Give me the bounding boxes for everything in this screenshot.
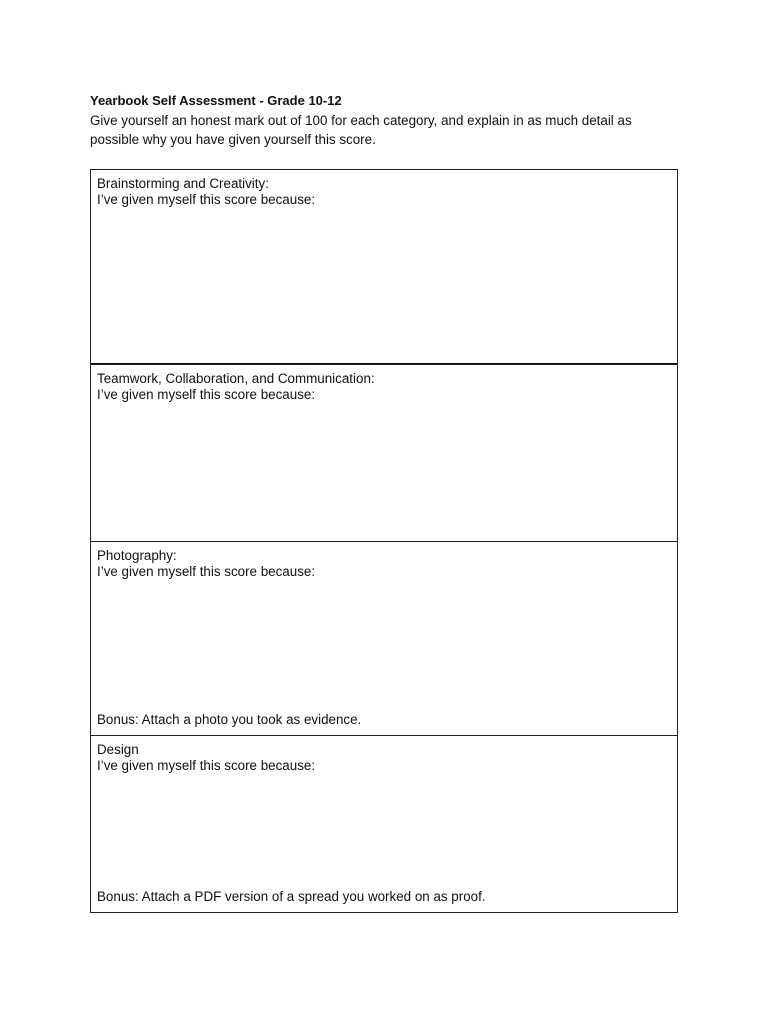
instructions-line-2: possible why you have given yourself this score.: [90, 132, 376, 147]
section-design[interactable]: [91, 735, 677, 912]
category-label: Teamwork, Collaboration, and Communication:: [97, 371, 375, 386]
instructions: [90, 111, 690, 149]
reason-prompt: I’ve given myself this score because:: [97, 192, 316, 207]
reason-prompt: I’ve given myself this score because:: [97, 387, 316, 402]
category-label: Photography:: [97, 548, 177, 563]
bonus-note: Bonus: Attach a PDF version of a spread you worked on as proof.: [97, 889, 486, 904]
section-teamwork[interactable]: [91, 364, 677, 541]
bonus-note: Bonus: Attach a photo you took as evidence.: [97, 712, 362, 727]
assessment-table: [90, 169, 678, 913]
category-label: Brainstorming and Creativity:: [97, 176, 269, 191]
page-title: Yearbook Self Assessment - Grade 10-12: [90, 93, 342, 108]
reason-prompt: I’ve given myself this score because:: [97, 758, 316, 773]
section-photography[interactable]: [91, 541, 677, 735]
category-label: Design: [97, 742, 139, 757]
instructions-line-1: Give yourself an honest mark out of 100 for each category, and explain in as much detail as: [90, 113, 632, 128]
reason-prompt: I’ve given myself this score because:: [97, 564, 316, 579]
section-brainstorming[interactable]: [91, 170, 677, 364]
